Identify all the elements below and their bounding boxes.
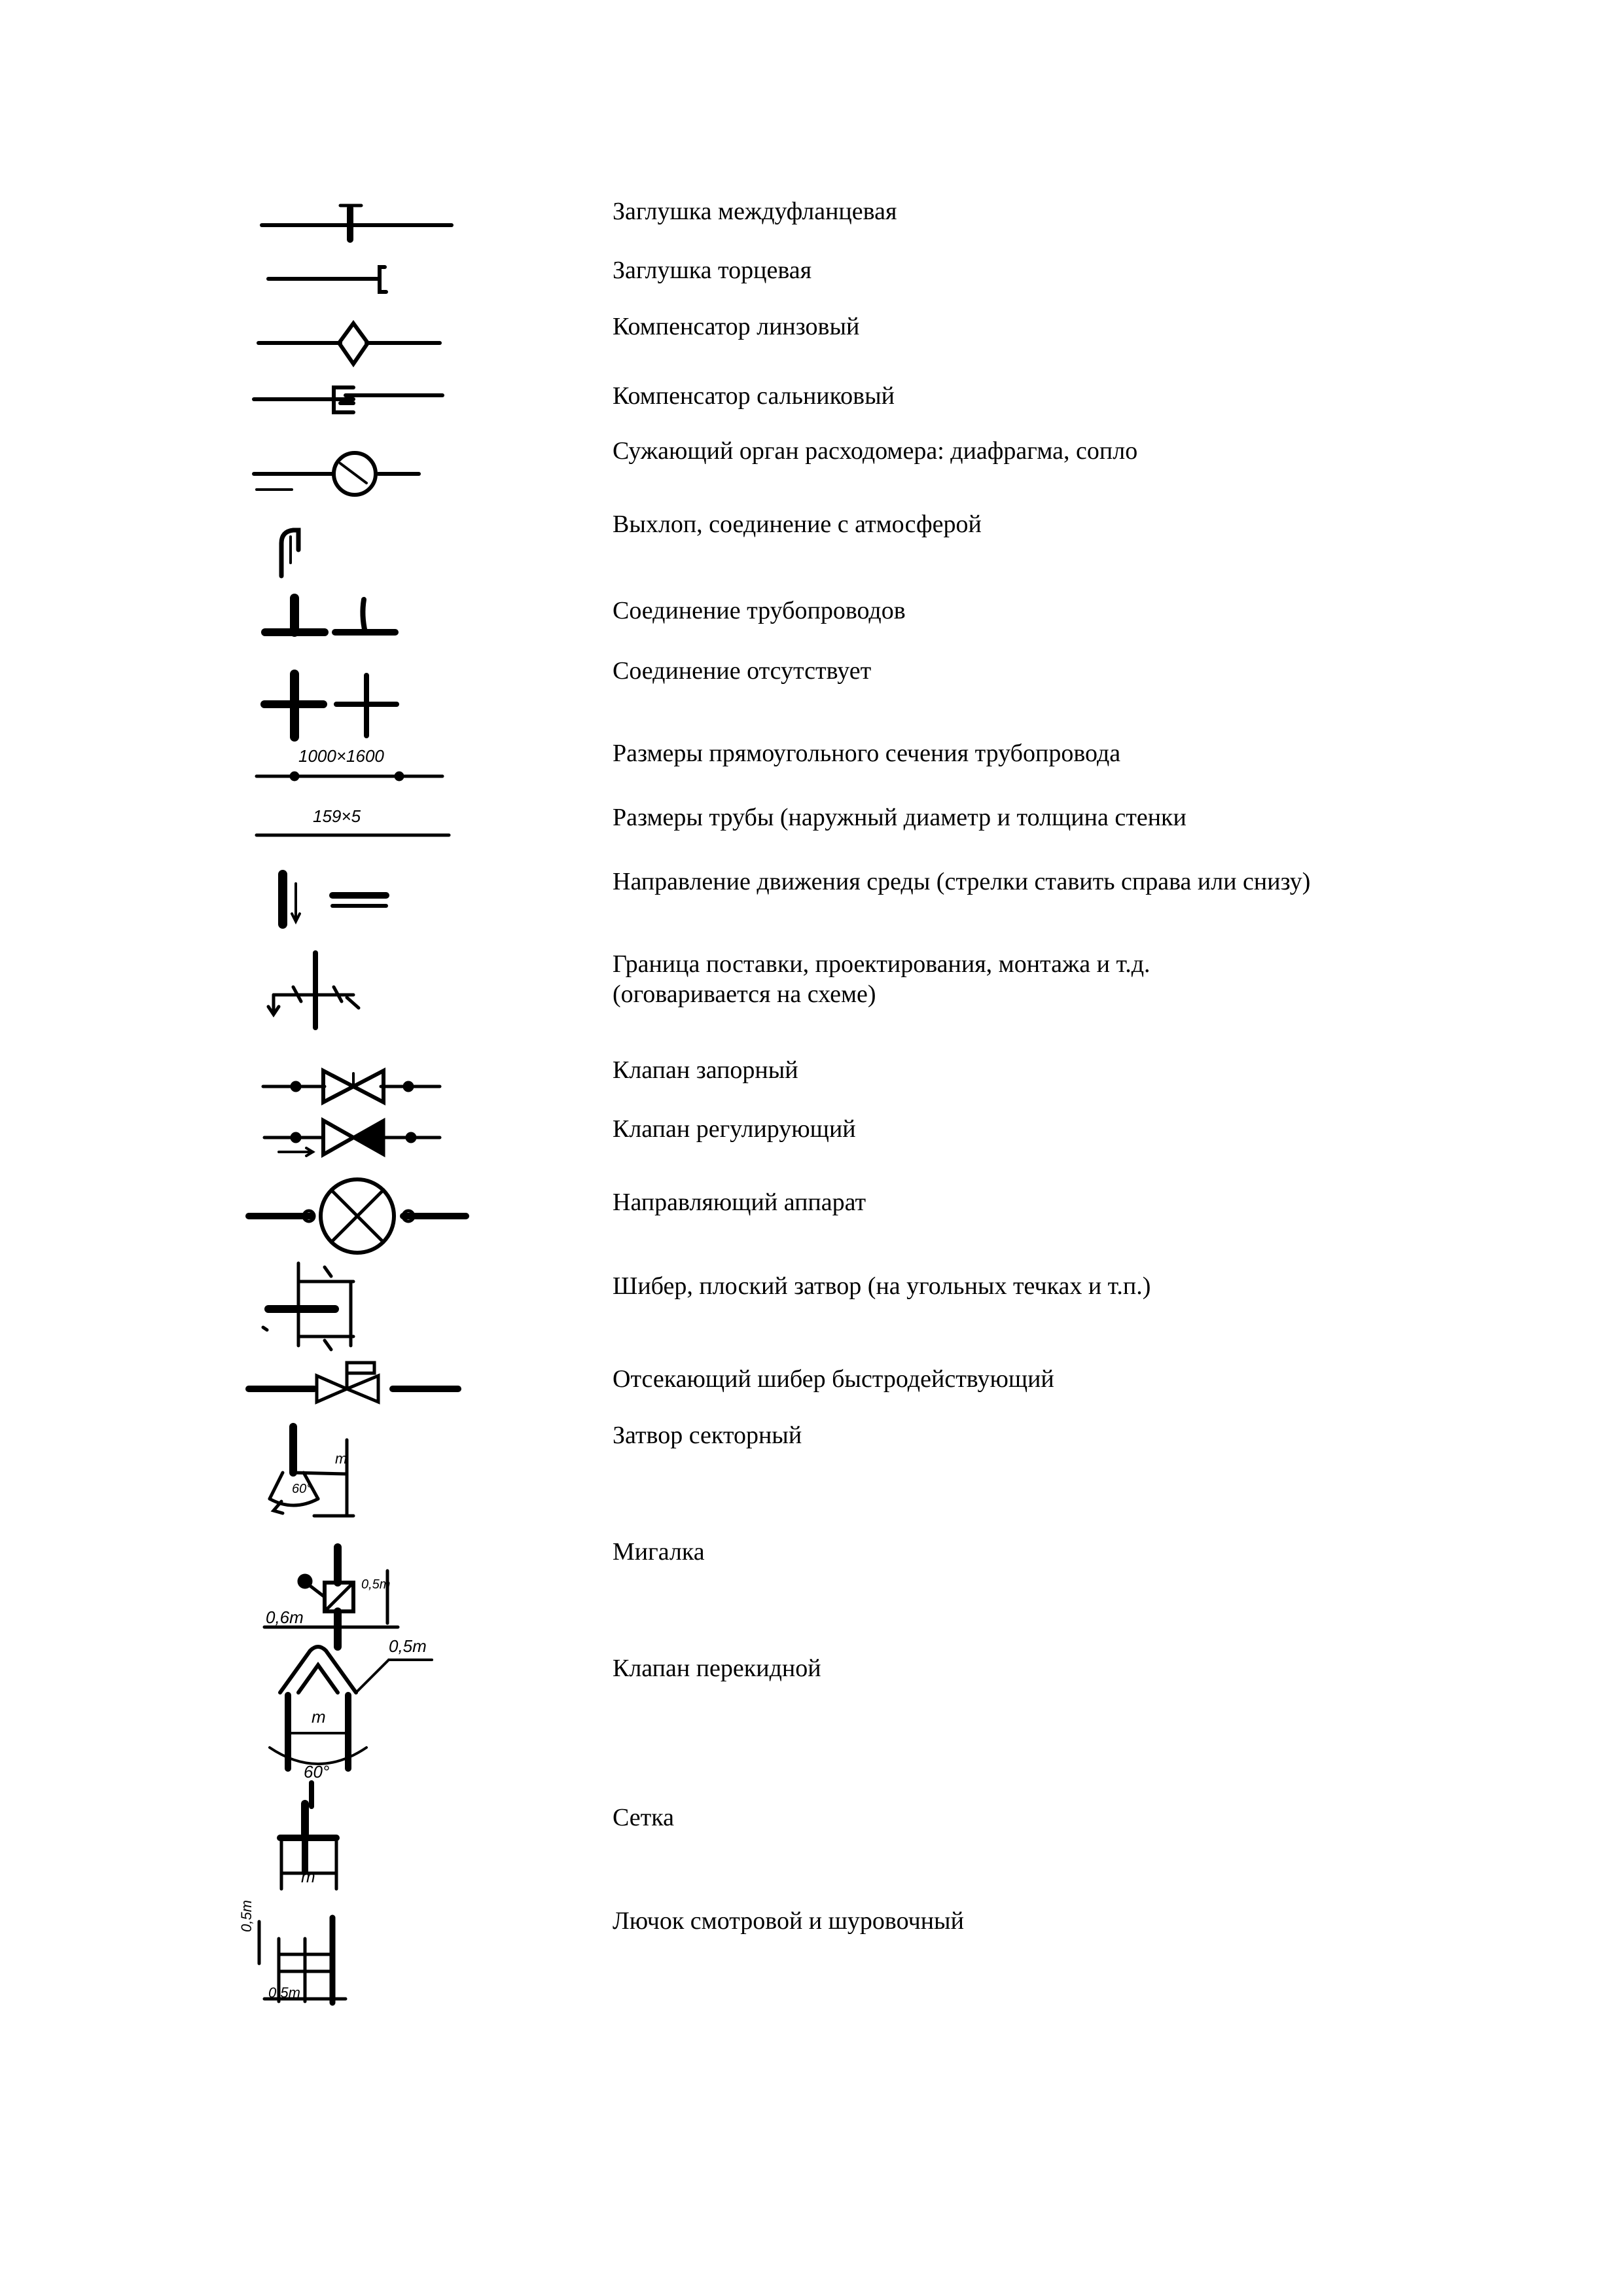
- control-valve-symbol: [264, 1121, 440, 1156]
- flow-direction-symbol: [283, 874, 386, 924]
- label-exhaust: Выхлоп, соединение с атмосферой: [613, 511, 982, 538]
- switch-valve-m-text: m: [312, 1707, 326, 1727]
- mesh-m-text: m: [301, 1867, 315, 1886]
- label-sector-gate: Затвор секторный: [613, 1422, 802, 1449]
- sector-gate-symbol: [270, 1427, 353, 1516]
- switch-valve-05m-text: 0,5m: [389, 1636, 427, 1656]
- label-end-plug: Заглушка торцевая: [613, 257, 812, 284]
- no-junction-symbol: [264, 674, 397, 737]
- label-pipe-size: Размеры трубы (наружный диаметр и толщина стенки: [613, 804, 1186, 831]
- shutoff-valve-symbol: [263, 1071, 440, 1102]
- hatch-05m-top-text: 0,5m: [238, 1900, 255, 1932]
- sector-gate-m-text: m: [335, 1450, 348, 1467]
- label-quick-shutoff-damper: Отсекающий шибер быстродействующий: [613, 1365, 1054, 1393]
- rectangular-section-dimension-symbol: [257, 773, 442, 780]
- pipe-junction-symbol: [265, 598, 395, 632]
- sector-gate-angle-text: 60°: [292, 1482, 312, 1496]
- flap-valve-06m-text: 0,6m: [266, 1607, 304, 1627]
- label-flange-plug: Заглушка междуфланцевая: [613, 198, 897, 225]
- label-pipe-junction: Соединение трубопроводов: [613, 597, 906, 624]
- end-plug-symbol: [268, 267, 386, 292]
- label-lens-compensator: Компенсатор линзовый: [613, 313, 860, 340]
- label-boundary: Граница поставки, проектирования, монтажа и т.д.: [613, 950, 1150, 978]
- switch-valve-angle-text: 60°: [304, 1762, 330, 1782]
- boundary-symbol: [268, 953, 359, 1028]
- label-shutoff-valve: Клапан запорный: [613, 1056, 798, 1084]
- label-gate-damper: Шибер, плоский затвор (на угольных течках и т.п.): [613, 1272, 1151, 1300]
- gate-damper-symbol: [263, 1263, 353, 1350]
- exhaust-symbol: [281, 530, 298, 576]
- label-mesh-screen: Сетка: [613, 1804, 675, 1831]
- label-no-junction: Соединение отсутствует: [613, 657, 872, 685]
- label-flow-orifice: Сужающий орган расходомера: диафрагма, сопло: [613, 437, 1138, 465]
- gland-compensator-symbol: [254, 387, 442, 412]
- label-control-valve: Клапан регулирующий: [613, 1115, 856, 1143]
- rect-section-dimension-text: 1000×1600: [298, 746, 384, 766]
- hatch-05m-bottom-text: 0,5m: [268, 1984, 300, 2001]
- label-boundary-note: (оговаривается на схеме): [613, 980, 876, 1008]
- flange-plug-symbol: [262, 206, 452, 240]
- label-switch-valve: Клапан перекидной: [613, 1655, 821, 1682]
- label-guide-vane: Направляющий аппарат: [613, 1189, 866, 1216]
- quick-shutoff-damper-symbol: [249, 1363, 458, 1402]
- flap-valve-symbol: [264, 1547, 398, 1647]
- label-flap-valve: Мигалка: [613, 1538, 705, 1566]
- switch-valve-symbol: [270, 1647, 432, 1806]
- label-rect-section-dimensions: Размеры прямоугольного сечения трубопровода: [613, 740, 1121, 767]
- label-flow-direction: Направление движения среды (стрелки ставить справа или снизу): [613, 868, 1311, 895]
- pipe-size-dimension-text: 159×5: [313, 806, 361, 826]
- label-gland-compensator: Компенсатор сальниковый: [613, 382, 895, 410]
- label-inspection-hatch: Лючок смотровой и шуровочный: [613, 1907, 964, 1935]
- guide-vane-symbol: [249, 1179, 466, 1253]
- flap-valve-05m-text: 0,5m: [361, 1577, 391, 1592]
- lens-compensator-symbol: [259, 323, 440, 364]
- flow-orifice-symbol: [254, 453, 419, 495]
